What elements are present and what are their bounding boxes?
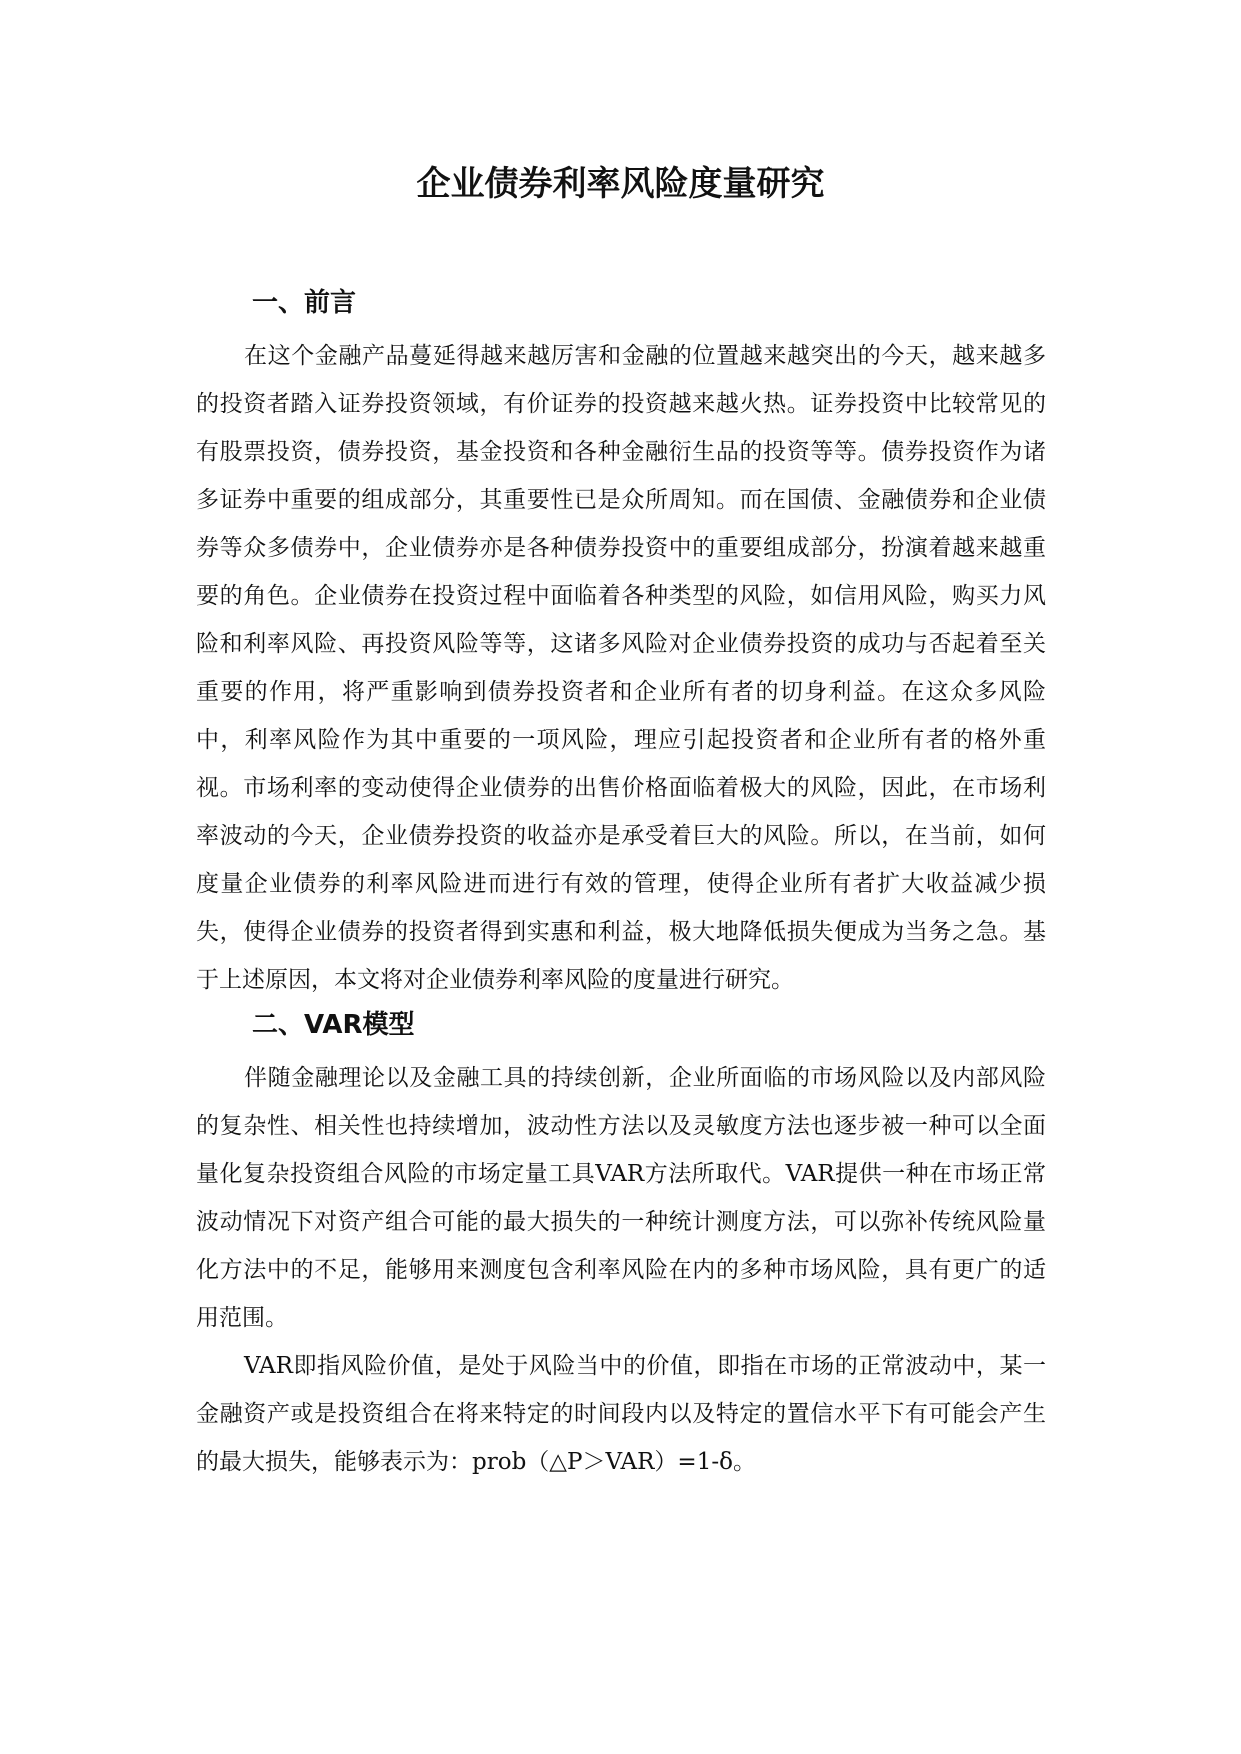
section-paragraph: 伴随金融理论以及金融工具的持续创新，企业所面临的市场风险以及内部风险的复杂性、相关性也持续增加，波动性方法以及灵敏度方法也逐步被一种可以全面量化复杂投资组合风险的市场定量工具VAR方法所取代。VAR提供一种在市场正常波动情况下对资产组合可能的最大损失的一种统计测度方法，可以弥补传统风险量化方法中的不足，能够用来测度包含利率风险在内的多种市场风险，具有更广的适用范围。 [196,1065,1046,1331]
section-paragraph: 在这个金融产品蔓延得越来越厉害和金融的位置越来越突出的今天，越来越多的投资者踏入证券投资领域，有价证券的投资越来越火热。证券投资中比较常见的有股票投资，债券投资，基金投资和各种金融衍生品的投资等等。债券投资作为诸多证券中重要的组成部分，其重要性已是众所周知。而在国债、金融债券和企业债券等众多债券中，企业债券亦是各种债券投资中的重要组成部分，扮演着越来越重要的角色。企业债券在投资过程中面临着各种类型的风险，如信用风险，购买力风险和利率风险、再投资风险等等，这诸多风险对企业债券投资的成功与否起着至关重要的作用，将严重影响到债券投资者和企业所有者的切身利益。在这众多风险中，利率风险作为其中重要的一项风险，理应引起投资者和企业所有者的格外重视。市场利率的变动使得企业债券的出售价格面临着极大的风险，因此，在市场利率波动的今天，企业债券投资的收益亦是承受着巨大的风险。所以，在当前，如何度量企业债券的利率风险进而进行有效的管理，使得企业所有者扩大收益减少损失，使得企业债券的投资者得到实惠和利益，极大地降低损失便成为当务之急。基于上述原因，本文将对企业债券利率风险的度量进行研究。 [196,343,1046,993]
section-paragraph: VAR即指风险价值，是处于风险当中的价值，即指在市场的正常波动中，某一金融资产或是投资组合在将来特定的时间段内以及特定的置信水平下有可能会产生的最大损失，能够表示为：prob（△P＞VAR）=1-δ。 [196,1353,1046,1475]
document-title: 企业债券利率风险度量研究 [416,164,825,204]
section-heading-preface: 一、前言 [252,288,357,318]
document-body [196,282,1046,1486]
section-heading-var-model: 二、VAR模型 [252,1010,415,1040]
